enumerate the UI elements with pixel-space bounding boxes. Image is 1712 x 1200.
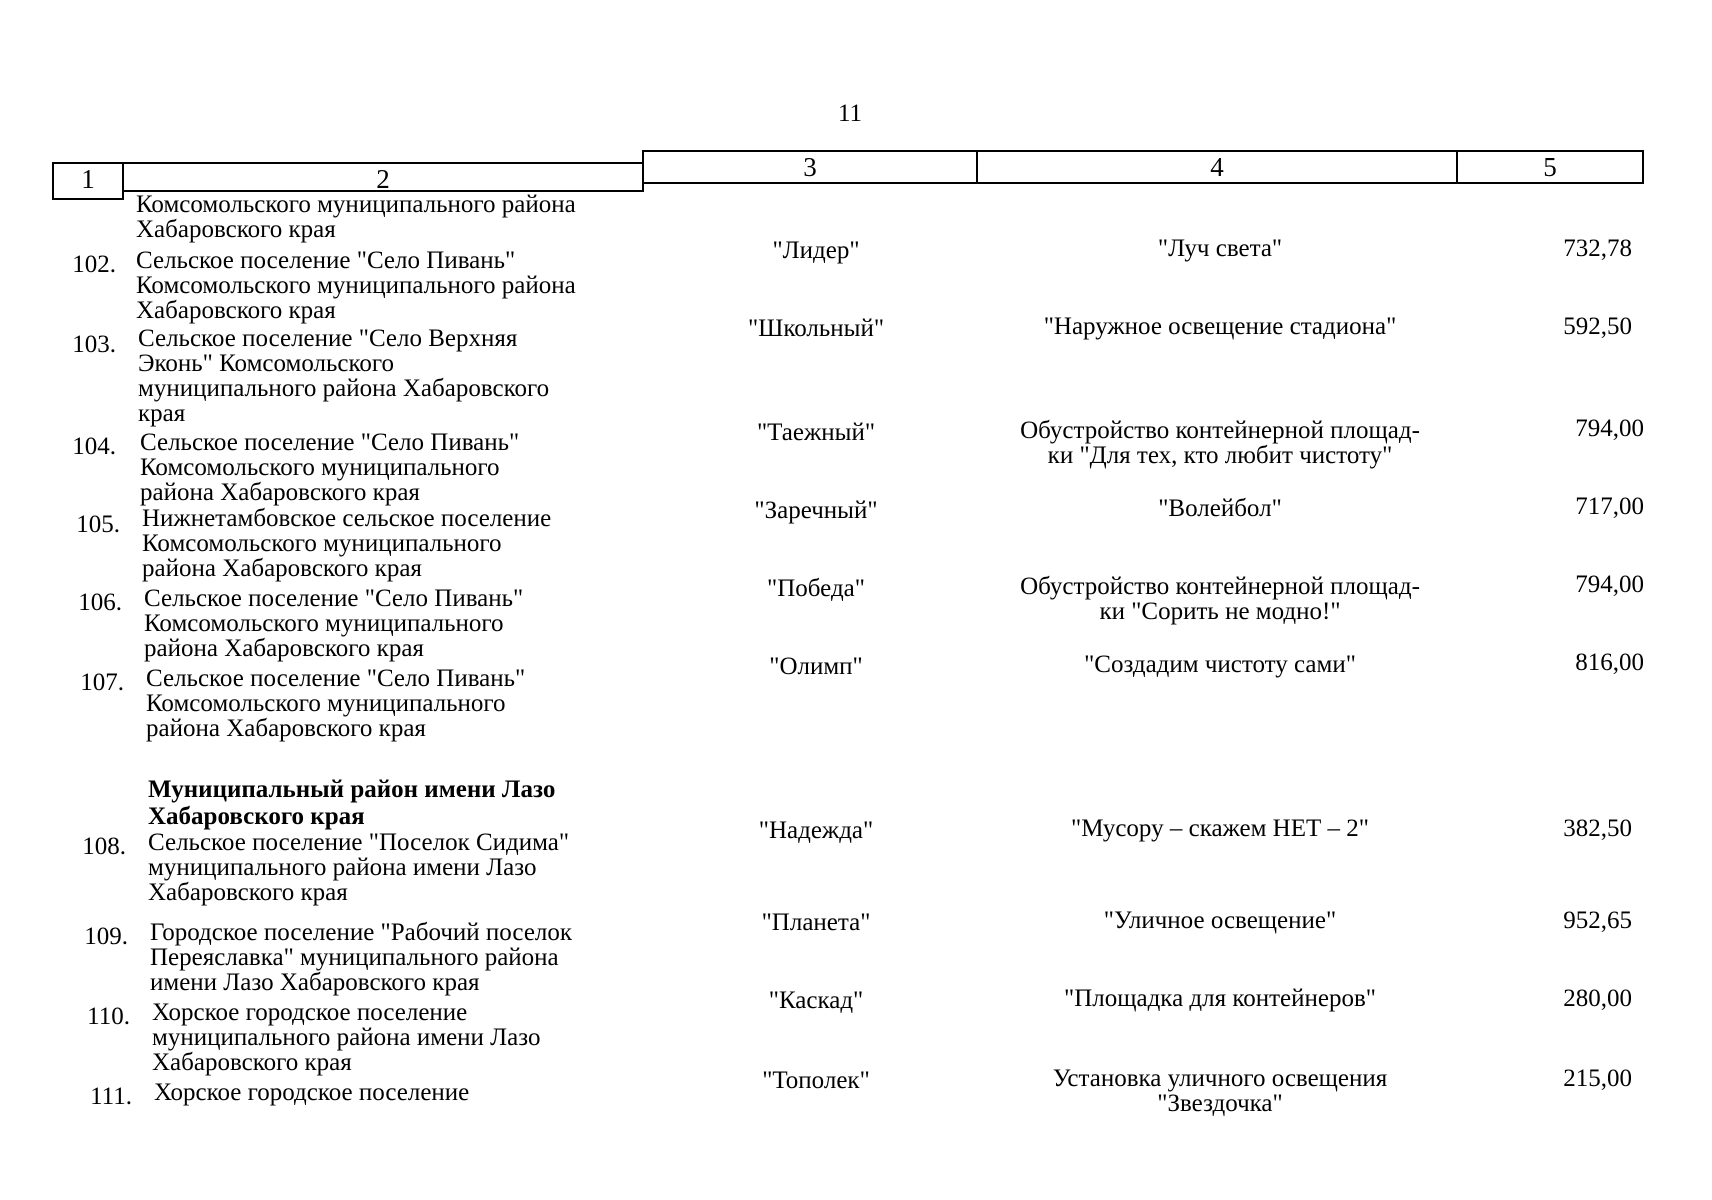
row-organization: Сельское поселение "Село Пивань" Комсомольского муниципального района Хабаровского края xyxy=(144,585,524,662)
row-number: 102. xyxy=(72,251,116,278)
row-number: 108. xyxy=(82,833,126,860)
row-project-name: "Победа" xyxy=(767,575,865,602)
row-organization: Городское поселение "Рабочий поселок Переяславка" муниципального района имени Лазо Хабаровского края xyxy=(150,919,573,996)
row-project-name: "Олимп" xyxy=(769,653,863,680)
row-project-name: "Таежный" xyxy=(756,419,876,446)
row-project-title: Установка уличного освещения "Звездочка" xyxy=(1052,1065,1388,1117)
row-organization: Сельское поселение "Село Пивань" Комсомольского муниципального района Хабаровского края xyxy=(146,665,526,742)
row-organization: Сельское поселение "Село Верхняя Эконь" Комсомольского муниципального района Хабаровского края xyxy=(138,325,550,427)
row-amount: 952,65 xyxy=(1563,907,1632,934)
row-organization: Сельское поселение "Село Пивань" Комсомольского муниципального района Хабаровского края xyxy=(136,247,576,324)
row-project-title: "Уличное освещение" xyxy=(1103,907,1337,934)
row-project-title: "Луч света" xyxy=(1157,235,1283,262)
row-organization: Хорское городское поселение муниципального района имени Лазо Хабаровского края xyxy=(152,999,541,1076)
row-project-name: "Надежда" xyxy=(758,817,874,844)
row-project-title: "Волейбол" xyxy=(1158,495,1282,522)
row-number: 111. xyxy=(90,1083,132,1110)
row-number: 107. xyxy=(80,669,124,696)
row-amount: 215,00 xyxy=(1563,1065,1632,1092)
row-amount: 717,00 xyxy=(1575,493,1644,520)
row-number: 104. xyxy=(72,433,116,460)
row-project-name: "Планета" xyxy=(761,909,871,936)
row-project-name: "Тополек" xyxy=(762,1067,870,1094)
continuation-text: Комсомольского муниципального района Хабаровского края xyxy=(136,191,576,243)
row-organization: Сельское поселение "Село Пивань" Комсомольского муниципального района Хабаровского края xyxy=(140,429,520,506)
row-project-name: "Каскад" xyxy=(768,987,864,1014)
row-amount: 592,50 xyxy=(1563,313,1632,340)
row-project-title: Обустройство контейнерной площад- ки "Для тех, кто любит чистоту" xyxy=(1020,417,1420,469)
row-amount: 816,00 xyxy=(1575,649,1644,676)
header-col-3: 3 xyxy=(642,150,978,184)
header-col-1: 1 xyxy=(52,162,124,200)
row-amount: 732,78 xyxy=(1563,235,1632,262)
row-project-title: "Наружное освещение стадиона" xyxy=(1043,313,1397,340)
header-col-4: 4 xyxy=(976,150,1458,184)
header-col-2: 2 xyxy=(122,162,644,192)
page-number: 11 xyxy=(837,100,863,127)
row-project-title: "Мусору – скажем НЕТ – 2" xyxy=(1071,815,1369,842)
section-title: Муниципальный район имени Лазо Хабаровского края xyxy=(148,776,556,830)
header-col-5: 5 xyxy=(1456,150,1644,184)
row-project-name: "Лидер" xyxy=(772,237,860,264)
row-amount: 794,00 xyxy=(1575,571,1644,598)
row-organization: Хорское городское поселение xyxy=(154,1079,470,1106)
row-project-title: "Создадим чистоту сами" xyxy=(1084,651,1356,678)
row-project-title: Обустройство контейнерной площад- ки "Сорить не модно!" xyxy=(1020,573,1420,625)
row-amount: 794,00 xyxy=(1575,415,1644,442)
row-amount: 382,50 xyxy=(1563,815,1632,842)
row-project-title: "Площадка для контейнеров" xyxy=(1064,985,1376,1012)
row-amount: 280,00 xyxy=(1563,985,1632,1012)
row-number: 105. xyxy=(76,511,120,538)
row-number: 103. xyxy=(72,331,116,358)
row-number: 110. xyxy=(87,1003,130,1030)
row-organization: Нижнетамбовское сельское поселение Комсомольского муниципального района Хабаровского края xyxy=(142,505,552,582)
row-project-name: "Заречный" xyxy=(754,497,878,524)
row-project-name: "Школьный" xyxy=(747,315,885,342)
row-number: 106. xyxy=(78,589,122,616)
row-organization: Сельское поселение "Поселок Сидима" муниципального района имени Лазо Хабаровского края xyxy=(148,829,570,906)
row-number: 109. xyxy=(84,923,128,950)
